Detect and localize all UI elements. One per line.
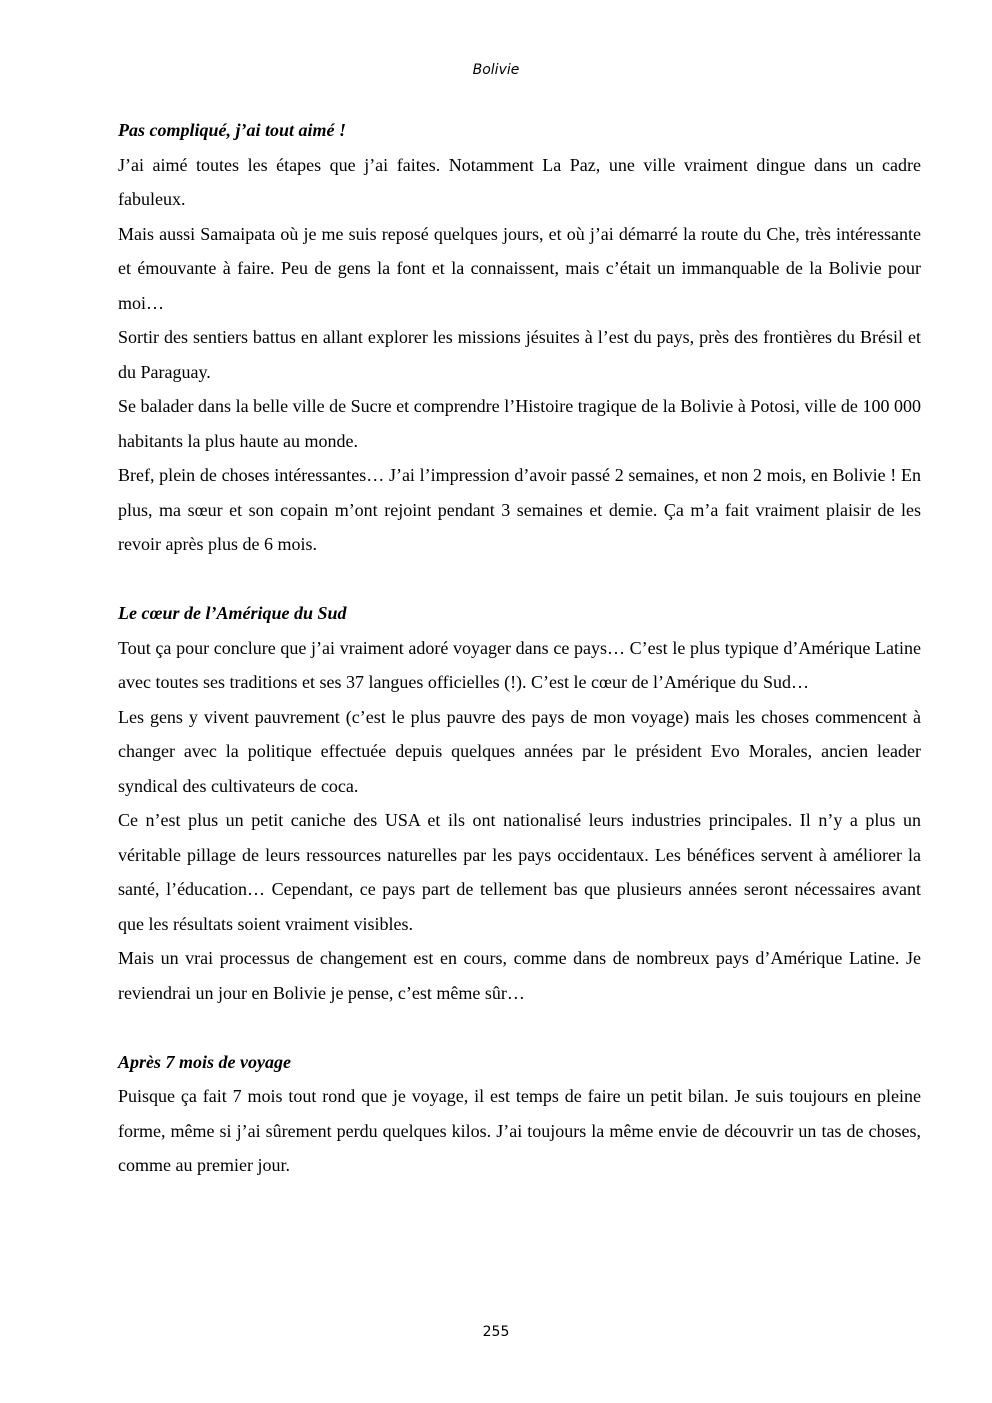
section-apres-7-mois (118, 1045, 921, 1183)
section-title: Le cœur de l’Amérique du Sud (118, 603, 347, 623)
paragraph: Les gens y vivent pauvrement (c’est le plus pauvre des pays de mon voyage) mais les choses commencent à changer avec la politique effectuée depuis quelques années par le président Evo Morales, ancien leader syndical des cultivateurs de coca. (118, 706, 921, 796)
paragraph: J’ai aimé toutes les étapes que j’ai faites. Notamment La Paz, une ville vraiment dingue dans un cadre fabuleux. (118, 154, 921, 209)
paragraph: Mais aussi Samaipata où je me suis reposé quelques jours, et où j’ai démarré la route du Che, très intéressante et émouvante à faire. Peu de gens la font et la connaissent, mais c’était un immanquable de la Bolivie pour moi… (118, 223, 921, 313)
paragraph: Tout ça pour conclure que j’ai vraiment adoré voyager dans ce pays… C’est le plus typique d’Amérique Latine avec toutes ses traditions et ses 37 langues officielles (!). C’est le cœur de l’Amérique du Sud… (118, 637, 921, 692)
section-spacer (118, 562, 921, 597)
paragraph: Bref, plein de choses intéressantes… J’ai l’impression d’avoir passé 2 semaines, et non 2 mois, en Bolivie ! En plus, ma sœur et son copain m’ont rejoint pendant 3 semaines et demie. Ça m’a fait vraiment plaisir de les revoir après plus de 6 mois. (118, 465, 921, 554)
running-header: Bolivie (472, 62, 520, 78)
paragraph: Se balader dans la belle ville de Sucre et comprendre l’Histoire tragique de la Bolivie à Potosi, ville de 100 000 habitants la plus haute au monde. (118, 396, 921, 451)
paragraph: Sortir des sentiers battus en allant explorer les missions jésuites à l’est du pays, près des frontières du Brésil et du Paraguay. (118, 327, 921, 382)
section-title: Pas compliqué, j’ai tout aimé ! (118, 120, 346, 140)
page-body (118, 113, 921, 1183)
section-coeur-amerique (118, 596, 921, 1010)
page-number: 255 (482, 1324, 510, 1340)
section-spacer (118, 1010, 921, 1045)
section-title: Après 7 mois de voyage (118, 1051, 291, 1072)
paragraph: Puisque ça fait 7 mois tout rond que je voyage, il est temps de faire un petit bilan. Je suis toujours en pleine forme, même si j’ai sûrement perdu quelques kilos. J’ai toujours la même envie de découvrir un tas de choses, comme au premier jour. (118, 1086, 921, 1175)
paragraph: Ce n’est plus un petit caniche des USA et ils ont nationalisé leurs industries principales. Il n’y a plus un véritable pillage de leurs ressources naturelles par les pays occidentaux. Les bénéfices servent à améliorer la santé, l’éducation… Cependant, ce pays part de tellement bas que plusieurs années seront nécessaires avant que les résultats soient vraiment visibles. (118, 810, 921, 934)
section-pas-complique (118, 113, 921, 562)
paragraph: Mais un vrai processus de changement est en cours, comme dans de nombreux pays d’Amérique Latine. Je reviendrai un jour en Bolivie je pense, c’est même sûr… (118, 948, 921, 1003)
